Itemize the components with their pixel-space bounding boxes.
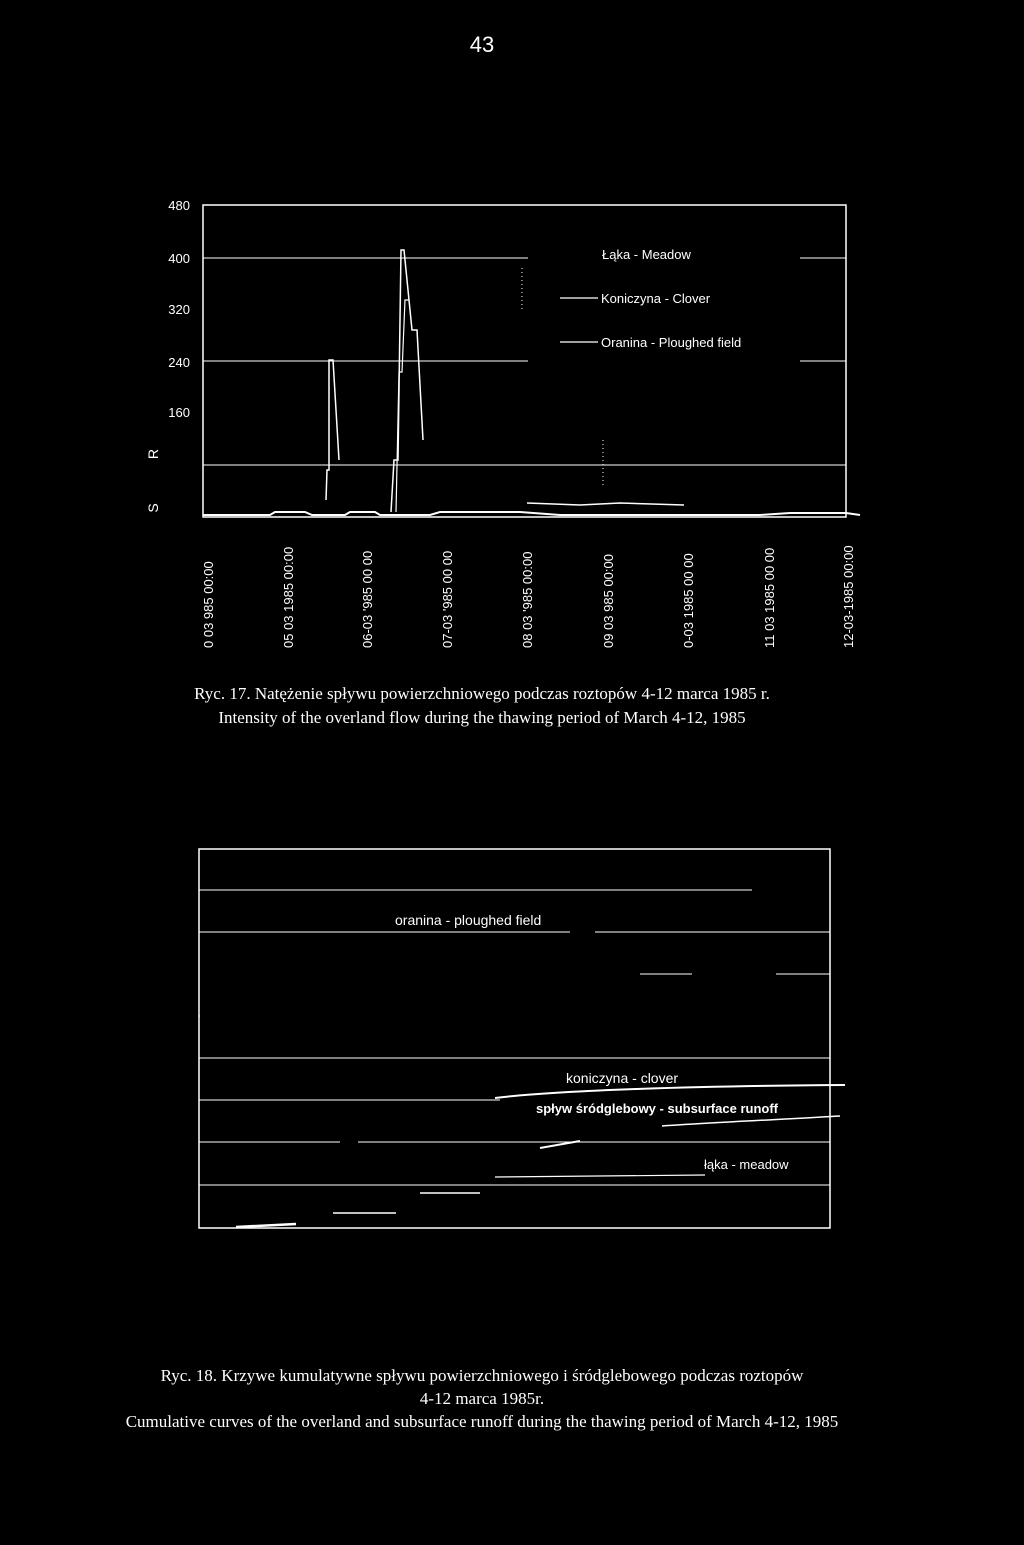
fig17-legend-ploughed: Oranina - Ploughed field	[601, 335, 742, 350]
fig17-caption-en: Intensity of the overland flow during the thawing period of March 4-12, 1985	[218, 708, 746, 727]
fig18-label-meadow: łąka - meadow	[704, 1157, 789, 1172]
fig18-caption-line1: Ryc. 18. Krzywe kumulatywne spływu powierzchniowego i śródglebowego podczas roztopów	[160, 1366, 804, 1385]
fig17-legend-meadow: Łąka - Meadow	[602, 247, 691, 262]
fig17-ylabel-fragment: S	[145, 503, 161, 513]
fig17-ytick: 400	[168, 251, 190, 266]
fig17-baseline-series	[203, 512, 860, 515]
fig18-label-subsurface: spływ śródglebowy - subsurface runoff	[536, 1101, 778, 1116]
fig17-xtick: 08 03 '985 00:00	[520, 551, 535, 648]
fig17-xtick: 05 03 1985 00:00	[281, 546, 296, 648]
fig17-series-line	[396, 300, 409, 512]
fig17-ytick: 480	[168, 198, 190, 213]
fig17-xtick: 06-03 '985 00 00	[360, 550, 375, 648]
fig18-label-clover: koniczyna - clover	[566, 1070, 679, 1086]
figure17-chart	[145, 198, 860, 648]
fig17-xtick: 07-03 '985 00 00	[440, 550, 455, 648]
fig17-series-line	[527, 503, 684, 505]
page-number: 43	[469, 32, 495, 57]
fig17-xtick: 11 03 1985 00 00	[762, 547, 777, 648]
fig17-series-line	[391, 250, 423, 512]
fig18-caption-line2: 4-12 marca 1985r.	[419, 1389, 545, 1408]
fig17-xtick: 12-03-1985 00:00	[841, 545, 856, 648]
fig17-ytick: 320	[168, 302, 190, 317]
fig18-label-ploughed: oranina - ploughed field	[395, 912, 542, 928]
fig17-xtick: 0 03 985 00:00	[201, 561, 216, 648]
fig17-ytick: 240	[168, 355, 190, 370]
fig18-curve-clover	[495, 1085, 845, 1098]
fig17-series-line	[326, 360, 339, 500]
fig17-ylabel-fragment: R	[145, 448, 161, 460]
fig17-legend-clover: Koniczyna - Clover	[601, 291, 711, 306]
fig18-curve-subsurface	[662, 1116, 840, 1126]
fig17-xtick: 09 03 985 00:00	[601, 554, 616, 648]
fig18-caption-line3: Cumulative curves of the overland and subsurface runoff during the thawing period of March 4-12, 1985	[125, 1412, 839, 1431]
figure18-chart	[199, 849, 845, 1228]
fig17-xtick: 0-03 1985 00 00	[681, 553, 696, 648]
fig17-caption-pl: Ryc. 17. Natężenie spływu powierzchniowego podczas roztopów 4-12 marca 1985 r.	[194, 684, 770, 703]
fig17-ytick: 160	[168, 405, 190, 420]
fig18-curve-meadow	[495, 1175, 705, 1177]
fig18-curve-segment	[236, 1224, 296, 1227]
